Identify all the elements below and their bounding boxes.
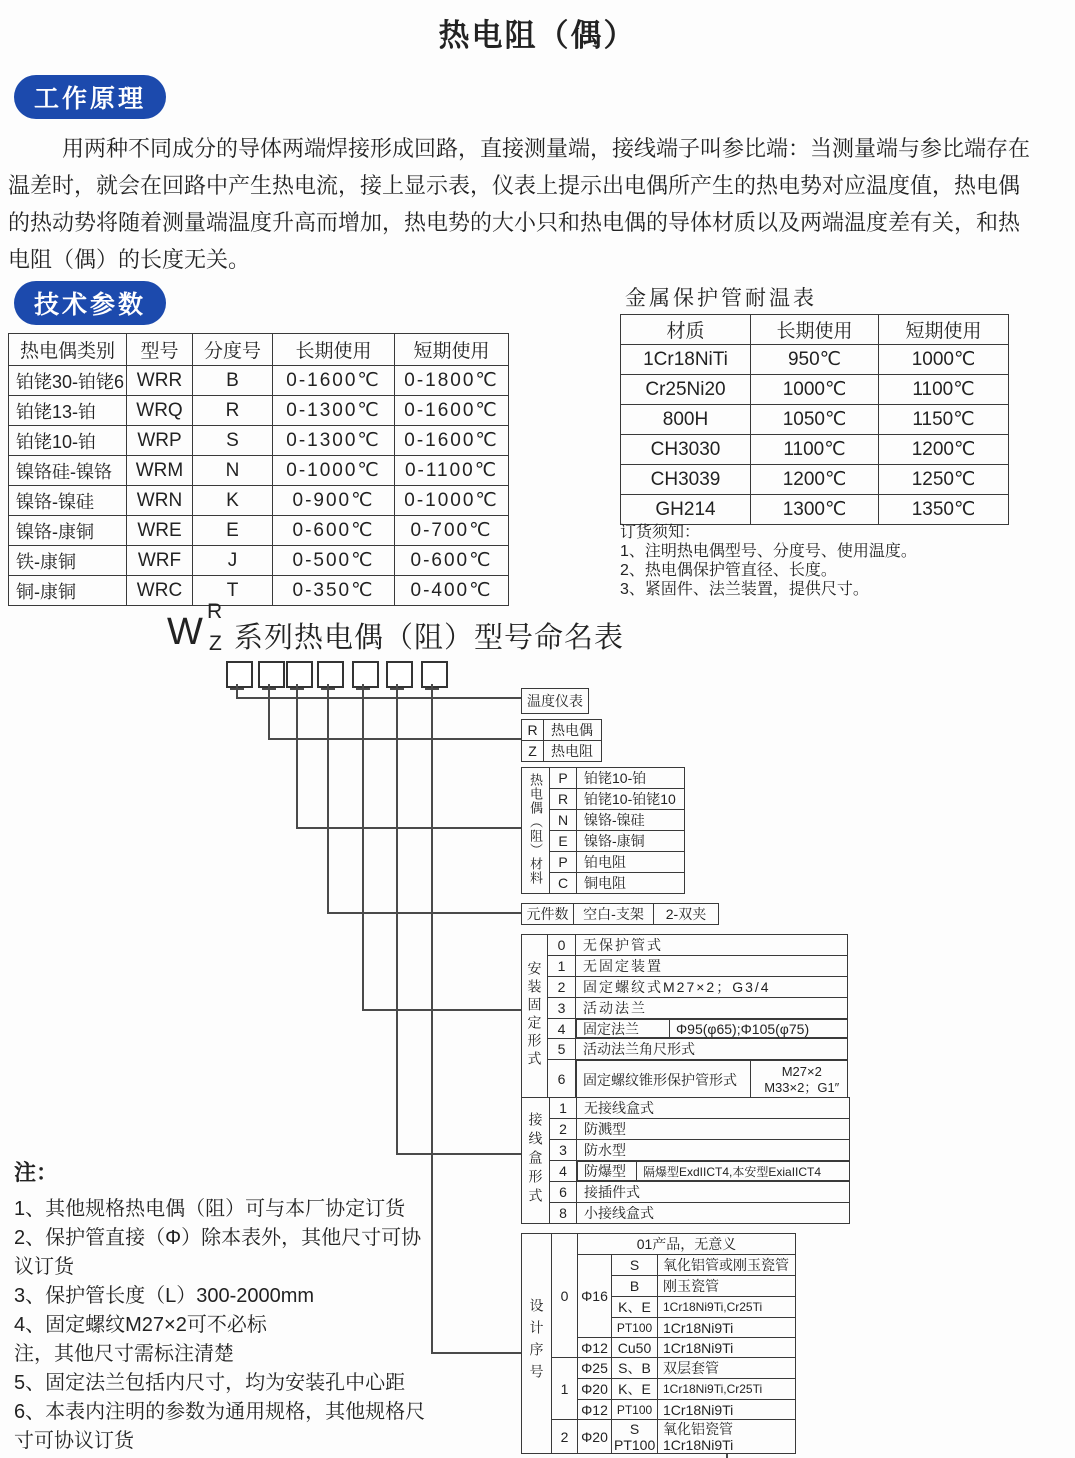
- code-box-1: [226, 661, 253, 688]
- design-desc: 1Cr18Ni9Ti,Cr25Ti: [658, 1379, 796, 1400]
- mounting-desc-split: [576, 1060, 848, 1099]
- design-code: B: [612, 1276, 658, 1297]
- table-row: [522, 1358, 796, 1379]
- table-cell: 1Cr18NiTi: [621, 345, 751, 375]
- design-desc-line: 1Cr18Ni9Ti: [663, 1436, 734, 1453]
- table-cell: 950℃: [751, 345, 879, 375]
- mounting-desc: 固定螺纹式M27×2；G3/4: [576, 977, 848, 998]
- column-header: 短期使用: [395, 334, 509, 366]
- table-cell: 0-700℃: [395, 516, 509, 546]
- junction-box-table: [521, 1097, 850, 1224]
- mounting-desc-split: [576, 1019, 848, 1038]
- mounting-desc-extra: Φ95(φ65);Φ105(φ75): [669, 1020, 847, 1037]
- header-row: [621, 315, 1009, 345]
- table-row: [522, 741, 602, 762]
- thermocouple-spec-table: [8, 333, 509, 606]
- material-desc: 镍铬-镍硅: [577, 810, 685, 831]
- connector-line: [268, 684, 270, 738]
- table-cell: WRF: [127, 546, 193, 576]
- principle-section-badge: 工作原理: [14, 75, 166, 119]
- mounting-desc: 活动法兰角尺形式: [576, 1039, 848, 1060]
- mounting-code: 6: [548, 1060, 576, 1100]
- tech-section-badge: 技术参数: [14, 281, 166, 325]
- table-cell: 1200℃: [751, 465, 879, 495]
- vertical-label: 安装固定形式: [526, 961, 543, 1070]
- column-header: 热电偶类别: [9, 334, 127, 366]
- code-box-4: [317, 661, 344, 688]
- mounting-side-label: [522, 935, 548, 1100]
- table-cell: 0-500℃: [273, 546, 395, 576]
- table-cell: 铂铑13-铂: [9, 396, 127, 426]
- mounting-code: 2: [548, 977, 576, 998]
- table-row: [522, 1098, 850, 1119]
- paragraph-line: 温差时，就会在回路中产生热电流，接上显示表，仪表上提示出电偶所产生的热电势对应温度值，热电偶: [8, 173, 1021, 198]
- design-code: K、E: [612, 1379, 658, 1400]
- order-note-item: 3、紧固件、法兰装置，提供尺寸。: [620, 581, 869, 598]
- connector-line: [236, 684, 238, 697]
- footnote-line: 寸可协议订货: [14, 1430, 134, 1452]
- table-cell: B: [193, 366, 273, 396]
- table-row: [9, 546, 509, 576]
- connector-line: [236, 697, 521, 699]
- design-diameter: Φ16: [578, 1255, 612, 1338]
- table-cell: 1300℃: [751, 495, 879, 525]
- material-code: C: [550, 873, 577, 894]
- footnote-line: 1、其他规格热电偶（阻）可与本厂协定订货: [14, 1198, 406, 1220]
- table-cell: CH3030: [621, 435, 751, 465]
- header-row: [9, 334, 509, 366]
- table-row: [522, 1039, 848, 1060]
- metal-protection-tube-table: [620, 314, 1009, 525]
- table-row: [522, 1182, 850, 1203]
- design-desc-line: 氧化铝瓷管: [663, 1420, 733, 1437]
- junction-code: 3: [550, 1140, 577, 1161]
- page-title: 热电阻（偶）: [438, 18, 637, 53]
- table-cell: 1350℃: [879, 495, 1009, 525]
- design-desc: 1Cr18Ni9Ti: [658, 1318, 796, 1338]
- rz-type-table: [521, 719, 602, 762]
- design-digit: 0: [552, 1234, 578, 1358]
- column-header: 分度号: [193, 334, 273, 366]
- table-row: [621, 345, 1009, 375]
- table-row: [621, 375, 1009, 405]
- design-diameter: Φ20: [578, 1379, 612, 1400]
- table-row: [522, 1234, 796, 1255]
- design-top-note: 01产品，无意义: [578, 1234, 796, 1255]
- junction-code: 6: [550, 1182, 577, 1203]
- table-cell: WRQ: [127, 396, 193, 426]
- connector-line: [296, 684, 298, 827]
- table-row: [522, 1420, 796, 1454]
- connector-line: [396, 684, 398, 1155]
- table-cell: 铂铑30-铂铑6: [9, 366, 127, 396]
- material-code: N: [550, 810, 577, 831]
- table-row: [9, 486, 509, 516]
- table-row: [522, 998, 848, 1019]
- footnote-line: 6、本表内注明的参数为通用规格，其他规格尺: [14, 1401, 426, 1423]
- element-count-row: [521, 903, 719, 925]
- connector-line: [268, 738, 521, 740]
- mounting-form-table: [521, 934, 848, 1100]
- junction-desc: 小接线盒式: [577, 1203, 850, 1224]
- table-row: [522, 1119, 850, 1140]
- table-row: [9, 396, 509, 426]
- order-notes-title: 订货须知：: [620, 524, 701, 541]
- table-row: [621, 465, 1009, 495]
- table-cell: 0-900℃: [273, 486, 395, 516]
- table-row: [522, 768, 685, 789]
- footnote-line: 2、保护管直接（Φ）除本表外，其他尺寸可协: [14, 1227, 422, 1249]
- design-desc: 氧化铝管或刚玉瓷管: [658, 1255, 796, 1276]
- table-row: [522, 1140, 850, 1161]
- table-cell: 0-350℃: [273, 576, 395, 606]
- table-cell: WRP: [127, 426, 193, 456]
- type-code: Z: [522, 741, 544, 762]
- design-desc: [658, 1420, 796, 1454]
- design-code: PT100: [612, 1318, 658, 1338]
- table-cell: R: [193, 396, 273, 426]
- type-code: R: [522, 720, 544, 741]
- table-row: [9, 576, 509, 606]
- vertical-label: 设计序号: [528, 1298, 545, 1386]
- connector-line: [362, 684, 364, 1009]
- table-cell: 0-600℃: [273, 516, 395, 546]
- footnote-line: 4、固定螺纹M27×2可不必标: [14, 1314, 267, 1336]
- table-row: [9, 516, 509, 546]
- table-cell: 800H: [621, 405, 751, 435]
- table-cell: 铁-康铜: [9, 546, 127, 576]
- design-desc: 刚玉瓷管: [658, 1276, 796, 1297]
- table-cell: 0-1300℃: [273, 426, 395, 456]
- code-box-2: [258, 661, 285, 688]
- principle-paragraph: [8, 130, 1070, 278]
- design-diameter: Φ20: [578, 1420, 612, 1454]
- mounting-desc-extra: [750, 1061, 847, 1098]
- table-row: [522, 904, 719, 925]
- mounting-desc: 无保护管式: [576, 935, 848, 956]
- column-header: 材质: [621, 315, 751, 345]
- table-row: [522, 977, 848, 998]
- table-row: [522, 935, 848, 956]
- table-row: [9, 366, 509, 396]
- table-cell: WRM: [127, 456, 193, 486]
- mounting-desc: 活动法兰: [576, 998, 848, 1019]
- vertical-label: 热电偶︵阻︶材料: [528, 773, 543, 885]
- table-cell: T: [193, 576, 273, 606]
- junction-desc: 接插件式: [577, 1182, 850, 1203]
- table-cell: J: [193, 546, 273, 576]
- table-cell: 0-1000℃: [273, 456, 395, 486]
- design-desc: 双层套管: [658, 1358, 796, 1379]
- mounting-code: 0: [548, 935, 576, 956]
- junction-code: 8: [550, 1203, 577, 1224]
- mounting-extra-line: M33×2；G1″: [764, 1079, 840, 1095]
- junction-desc-split: [577, 1161, 850, 1181]
- table-cell: N: [193, 456, 273, 486]
- junction-desc-extra: 隔爆型ExdIICT4,本安型ExiaIICT4: [636, 1162, 849, 1180]
- design-diameter: Φ12: [578, 1338, 612, 1358]
- footnote-line: 3、保护管长度（L）300-2000mm: [14, 1285, 315, 1307]
- table-cell: WRN: [127, 486, 193, 516]
- design-code: PT100: [612, 1400, 658, 1420]
- design-code: S、B: [612, 1358, 658, 1379]
- design-number-table: [521, 1233, 796, 1454]
- table-cell: E: [193, 516, 273, 546]
- paragraph-line: 用两种不同成分的导体两端焊接形成回路，直接测量端，接线端子叫参比端：当测量端与参比端存在: [62, 136, 1031, 161]
- table-cell: 铜-康铜: [9, 576, 127, 606]
- footnotes-title: 注：: [14, 1160, 59, 1185]
- table-cell: CH3039: [621, 465, 751, 495]
- vertical-label: 接线盒形式: [527, 1111, 544, 1207]
- table-cell: 0-1600℃: [273, 366, 395, 396]
- junction-desc: 防水型: [577, 1140, 850, 1161]
- table-row: [621, 495, 1009, 525]
- table-cell: 铂铑10-铂: [9, 426, 127, 456]
- table-cell: 镍铬-康铜: [9, 516, 127, 546]
- code-box-7: [421, 661, 448, 688]
- table-cell: 镍铬硅-镍铬: [9, 456, 127, 486]
- junction-code: 2: [550, 1119, 577, 1140]
- material-code: R: [550, 789, 577, 810]
- table-cell: WRR: [127, 366, 193, 396]
- connector-line: [327, 684, 329, 912]
- code-box-5: [352, 661, 379, 688]
- material-desc: 铜电阻: [577, 873, 685, 894]
- table-cell: 0-1000℃: [395, 486, 509, 516]
- table-row: [522, 956, 848, 977]
- code-box-6: [386, 661, 413, 688]
- column-header: 型号: [127, 334, 193, 366]
- material-code: P: [550, 768, 577, 789]
- design-digit: 1: [552, 1358, 578, 1420]
- footnote-line: 5、固定法兰包括内尺寸，均为安装孔中心距: [14, 1372, 406, 1394]
- mounting-extra-line: M27×2: [781, 1063, 822, 1079]
- junction-desc: 防爆型: [584, 1163, 626, 1179]
- junction-desc: 无接线盒式: [577, 1098, 850, 1119]
- material-desc: 镍铬-康铜: [577, 831, 685, 852]
- temp-instrument-label: 温度仪表: [521, 688, 589, 714]
- junction-side-label: [522, 1098, 550, 1224]
- table-cell: WRE: [127, 516, 193, 546]
- material-desc: 铂铑10-铂: [577, 768, 685, 789]
- design-code: K、E: [612, 1297, 658, 1318]
- table-cell: 1000℃: [879, 345, 1009, 375]
- design-desc: 1Cr18Ni9Ti: [658, 1338, 796, 1358]
- connector-line: [396, 1153, 521, 1155]
- table-cell: 1100℃: [751, 435, 879, 465]
- naming-sup-r: R: [207, 600, 223, 623]
- connector-line: [362, 1009, 521, 1011]
- junction-desc: 防溅型: [577, 1119, 850, 1140]
- table-row: [522, 1203, 850, 1224]
- naming-prefix-w: W: [167, 611, 203, 653]
- design-code-line: S: [629, 1420, 640, 1437]
- design-code: [612, 1420, 658, 1454]
- naming-diagram-title: 系列热电偶（阻）型号命名表: [234, 622, 625, 654]
- table-row: [9, 456, 509, 486]
- element-count-option: 空白-支架: [574, 904, 654, 925]
- element-count-option: 2-双夹: [654, 904, 719, 925]
- material-desc: 铂电阻: [577, 852, 685, 873]
- column-header: 长期使用: [273, 334, 395, 366]
- material-code: E: [550, 831, 577, 852]
- table-row: [522, 1019, 848, 1039]
- table-cell: 1150℃: [879, 405, 1009, 435]
- junction-code: 4: [550, 1161, 577, 1182]
- material-side-label: [522, 768, 550, 894]
- table-cell: K: [193, 486, 273, 516]
- type-label: 热电偶: [544, 720, 602, 741]
- order-note-item: 1、注明热电偶型号、分度号、使用温度。: [620, 543, 917, 560]
- paragraph-line: 的热动势将随着测量端温度升高而增加，热电势的大小只和热电偶的导体材质以及两端温度差有关，和热: [8, 210, 1021, 235]
- footnote-line: 议订货: [14, 1256, 74, 1278]
- table-cell: S: [193, 426, 273, 456]
- table-cell: 0-1600℃: [395, 396, 509, 426]
- table-cell: 1250℃: [879, 465, 1009, 495]
- design-code: S: [612, 1255, 658, 1276]
- connector-line: [296, 827, 521, 829]
- order-note-item: 2、热电偶保护管直径、长度。: [620, 562, 837, 579]
- metal-table-title: 金属保护管耐温表: [625, 287, 817, 310]
- mounting-code: 3: [548, 998, 576, 1019]
- table-cell: 0-400℃: [395, 576, 509, 606]
- design-diameter: Φ12: [578, 1400, 612, 1420]
- design-digit: 2: [552, 1420, 578, 1454]
- design-side-label: [522, 1234, 552, 1454]
- table-row: [621, 405, 1009, 435]
- order-notes: [620, 523, 917, 599]
- mounting-desc: 固定法兰: [583, 1020, 639, 1037]
- table-cell: 镍铬-镍硅: [9, 486, 127, 516]
- table-cell: 1200℃: [879, 435, 1009, 465]
- table-cell: 0-1300℃: [273, 396, 395, 426]
- table-cell: 1050℃: [751, 405, 879, 435]
- mounting-desc: 固定螺纹锥形保护管形式: [583, 1071, 737, 1088]
- table-cell: 0-1100℃: [395, 456, 509, 486]
- footnote-line: 注，其他尺寸需标注清楚: [14, 1343, 234, 1365]
- table-row: [522, 1161, 850, 1182]
- table-row: [522, 1060, 848, 1100]
- table-cell: 0-600℃: [395, 546, 509, 576]
- column-header: 短期使用: [879, 315, 1009, 345]
- design-code: Cu50: [612, 1338, 658, 1358]
- naming-sub-z: Z: [209, 632, 222, 655]
- design-desc: 1Cr18Ni9Ti: [658, 1400, 796, 1420]
- table-cell: 1000℃: [751, 375, 879, 405]
- table-cell: 1100℃: [879, 375, 1009, 405]
- table-row: [621, 435, 1009, 465]
- material-code: P: [550, 852, 577, 873]
- mounting-code: 1: [548, 956, 576, 977]
- table-cell: WRC: [127, 576, 193, 606]
- table-row: [522, 720, 602, 741]
- footnotes: [14, 1158, 474, 1456]
- table-cell: 0-1800℃: [395, 366, 509, 396]
- element-count-label: 元件数: [522, 904, 574, 925]
- material-table: [521, 767, 685, 894]
- type-label: 热电阻: [544, 741, 602, 762]
- mounting-code: 5: [548, 1039, 576, 1060]
- table-cell: Cr25Ni20: [621, 375, 751, 405]
- design-desc: 1Cr18Ni9Ti,Cr25Ti: [658, 1297, 796, 1318]
- mounting-code: 4: [548, 1019, 576, 1039]
- code-box-3: [286, 661, 313, 688]
- mounting-desc: 无固定装置: [576, 956, 848, 977]
- column-header: 长期使用: [751, 315, 879, 345]
- table-cell: 0-1600℃: [395, 426, 509, 456]
- material-desc: 铂铑10-铂铑10: [577, 789, 685, 810]
- table-cell: GH214: [621, 495, 751, 525]
- design-code-line: PT100: [614, 1436, 656, 1453]
- paragraph-line: 电阻（偶）的长度无关。: [8, 247, 251, 272]
- junction-code: 1: [550, 1098, 577, 1119]
- design-diameter: Φ25: [578, 1358, 612, 1379]
- connector-line: [327, 912, 521, 914]
- table-row: [9, 426, 509, 456]
